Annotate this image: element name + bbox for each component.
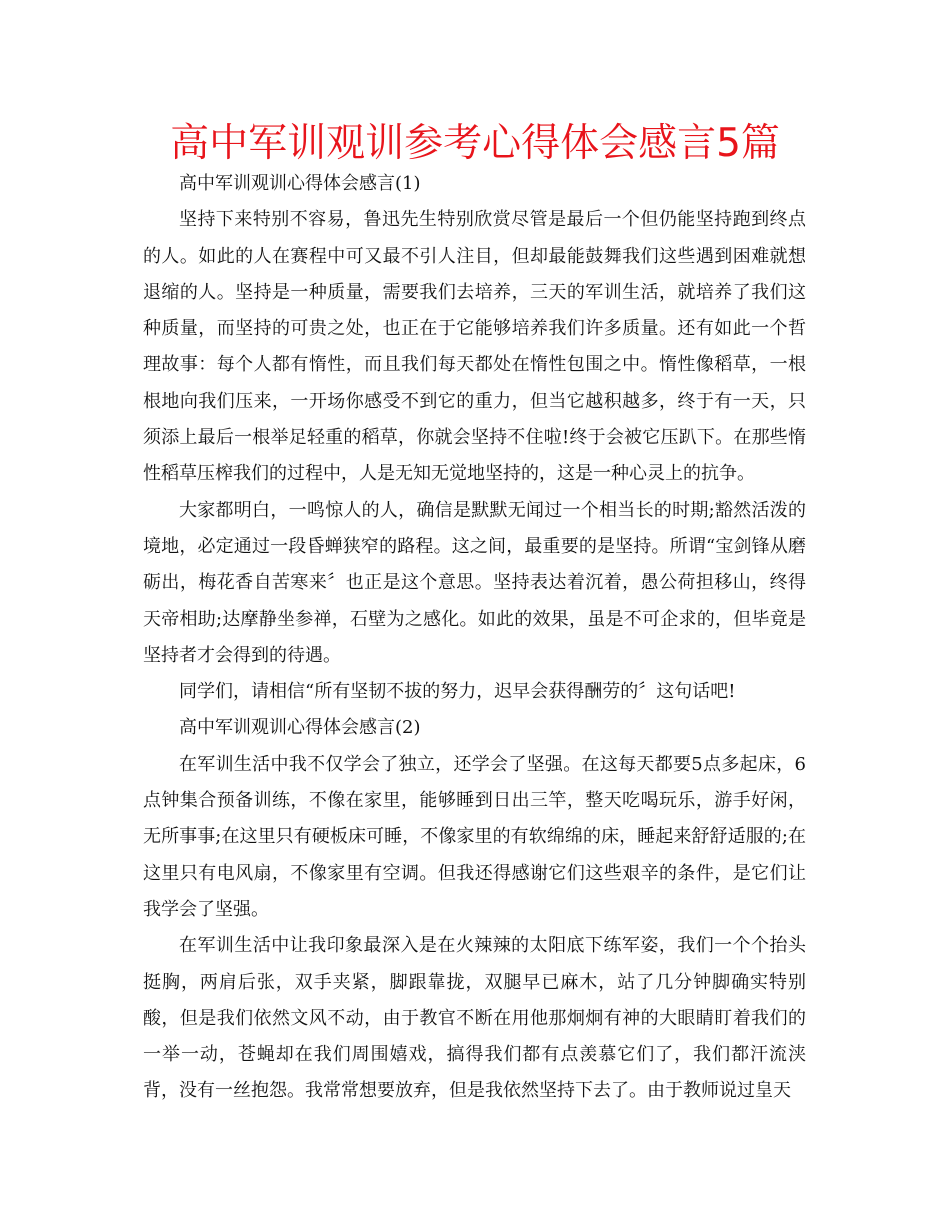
paragraph: 大家都明白，一鸣惊人的人，确信是默默无闻过一个相当长的时期;豁然活泼的境地，必定通过一段昏蝉狭窄的路程。这之间，最重要的是坚持。所谓“宝剑锋从磨砺出，梅花香自苦寒来〞也正是这个意思。坚持表达着沉着，愚公荷担移山，终得天帝相助;达摩静坐参禅，石壁为之感化。如此的效果，虽是不可企求的，但毕竟是坚持者才会得到的待遇。 [143, 499, 806, 666]
document-title: 高中军训观训参考心得体会感言5篇 [170, 121, 780, 166]
section-heading: 高中军训观训心得体会感言(2) [179, 717, 421, 739]
paragraph: 在军训生活中让我印象最深入是在火辣辣的太阳底下练军姿，我们一个个抬头挺胸，两肩后张，双手夹紧，脚跟靠拢，双腿早已麻木，站了几分钟脚确实特别酸，但是我们依然文风不动，由于教官不断在用他那炯炯有神的大眼睛盯着我们的一举一动，苍蝇却在我们周围嬉戏，搞得我们都有点羡慕它们了，我们都汗流浃背，没有一丝抱怨。我常常想要放弃，但是我依然坚持下去了。由于教师说过皇天 [143, 935, 806, 1102]
section-heading: 高中军训观训心得体会感言(1) [179, 173, 421, 194]
paragraph: 在军训生活中我不仅学会了独立，还学会了坚强。在这每天都要5点多起床，6点钟集合预备训练，不像在家里，能够睡到日出三竿，整天吃喝玩乐，游手好闲，无所事事;在这里只有硬板床可睡，不像家里的有软绵绵的床，睡起来舒舒适服的;在这里只有电风扇，不像家里有空调。但我还得感谢它们这些艰辛的条件，是它们让我学会了坚强。 [143, 753, 806, 920]
document-body [143, 166, 806, 1110]
paragraph: 同学们，请相信“所有坚韧不拔的努力，迟早会获得酬劳的〞这句话吧! [179, 681, 736, 703]
paragraph: 坚持下来特别不容易，鲁迅先生特别欣赏尽管是最后一个但仍能坚持跑到终点的人。如此的人在赛程中可又最不引人注目，但却最能鼓舞我们这些遇到困难就想退缩的人。坚持是一种质量，需要我们去培养，三天的军训生活，就培养了我们这种质量，而坚持的可贵之处，也正在于它能够培养我们许多质量。还有如此一个哲理故事：每个人都有惰性，而且我们每天都处在惰性包围之中。惰性像稻草，一根根地向我们压来，一开场你感受不到它的重力，但当它越积越多，终于有一天，只须添上最后一根举足轻重的稻草，你就会坚持不住啦!终于会被它压趴下。在那些惰性稻草压榨我们的过程中，人是无知无觉地坚持的，这是一种心灵上的抗争。 [143, 209, 806, 485]
